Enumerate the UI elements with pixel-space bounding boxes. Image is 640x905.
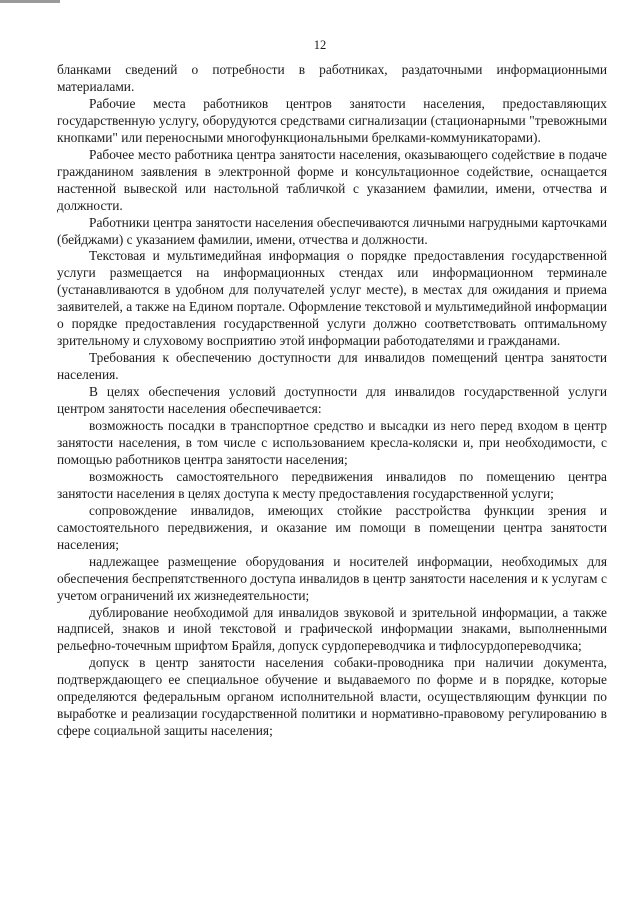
paragraph-equipment-placement: надлежащее размещение оборудования и носителей информации, необходимых для обеспечения беспрепятственного доступа инвалидов в центр занятости населения и к услугам с учетом ограничений их жизнедеятельности;: [57, 553, 607, 603]
paragraph-escort: сопровождение инвалидов, имеющих стойкие расстройства функции зрения и самостоятельного передвижения, и оказание им помощи в помещении центра занятости населения;: [57, 502, 607, 552]
paragraph-multimedia-info: Текстовая и мультимедийная информация о порядке предоставления государственной услуги размещается на информационных стендах или информационном терминале (устанавливаются в удобном для получателей услуг месте), в местах для ожидания и приема заявителей, а также на Едином портале. Оформление текстовой и мультимедийной информации о порядке предоставления государственной услуги должно соответствовать оптимальному зрительному и слуховому восприятию этой информации работодателями и гражданами.: [57, 248, 607, 349]
paragraph-badges: Работники центра занятости населения обеспечиваются личными нагрудными карточками (бейджами) с указанием фамилии, имени, отчества и должности.: [57, 214, 607, 247]
scan-corner-mark: [0, 0, 60, 3]
paragraph-guide-dog: допуск в центр занятости населения собаки-проводника при наличии документа, подтверждающего ее специальное обучение и выдаваемого по форме и в порядке, которые определяются федеральным органом исполнительной власти, осуществляющим функции по выработке и реализации государственной политики и нормативно-правовому регулированию в сфере социальной защиты населения;: [57, 655, 607, 739]
document-body: [57, 62, 607, 740]
page-number: 12: [313, 38, 327, 52]
paragraph-information-duplication: дублирование необходимой для инвалидов звуковой и зрительной информации, а также надписей, знаков и иной текстовой и графической информации знаками, выполненными рельефно-точечным шрифтом Брайля, допуск сурдопереводчика и тифлосурдопереводчика;: [57, 604, 607, 654]
paragraph-accessibility-heading: Требования к обеспечению доступности для инвалидов помещений центра занятости населения.: [57, 350, 607, 383]
paragraph-workplace-sign: Рабочее место работника центра занятости населения, оказывающего содействие в подаче гражданином заявления в электронной форме и консультационное содействие, оснащается настенной вывеской или настольной табличкой с указанием фамилии, имени, отчества и должности.: [57, 146, 607, 213]
paragraph-movement-access: возможность самостоятельного передвижения инвалидов по помещению центра занятости населения в целях доступа к месту предоставления государственной услуги;: [57, 468, 607, 501]
paragraph-continuation: бланками сведений о потребности в работниках, раздаточными информационными материалами.: [57, 62, 607, 94]
paragraph-accessibility-intro: В целях обеспечения условий доступности для инвалидов государственной услуги центром занятости населения обеспечивается:: [57, 384, 607, 417]
paragraph-transport-access: возможность посадки в транспортное средство и высадки из него перед входом в центр занятости населения, в том числе с использованием кресла-коляски и, при необходимости, с помощью работников центра занятости населения;: [57, 418, 607, 467]
paragraph-workplace-alarms: Рабочие места работников центров занятости населения, предоставляющих государственную услугу, оборудуются средствами сигнализации (стационарными "тревожными кнопками" или переносными многофункциональными брелками-коммуникаторами).: [57, 95, 607, 145]
